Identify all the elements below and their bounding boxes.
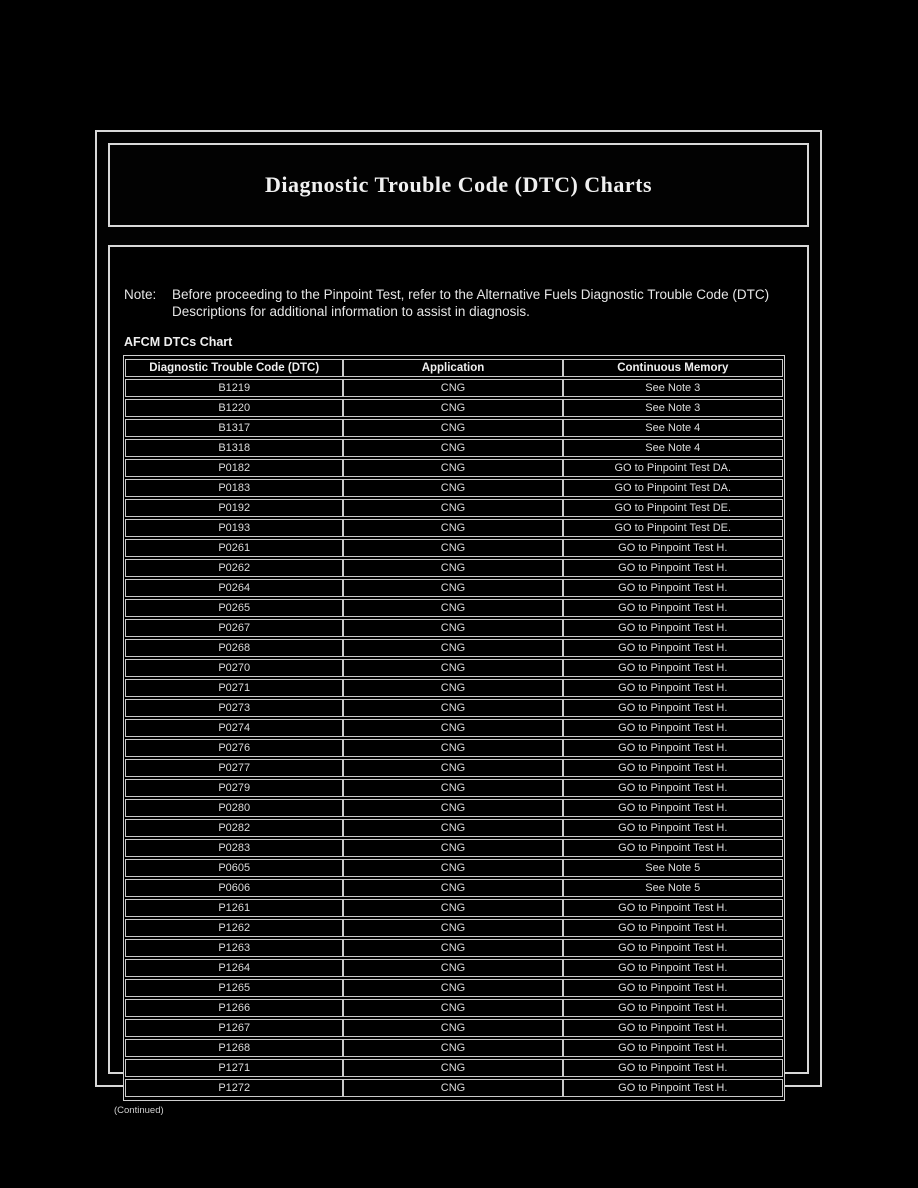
continuous-memory-cell: GO to Pinpoint Test DA. [563,479,783,497]
table-row [125,1079,783,1097]
table-row [125,439,783,457]
table-row [125,1039,783,1057]
application-cell: CNG [343,539,562,557]
application-cell: CNG [343,579,562,597]
dtc-code-cell: P0274 [125,719,343,737]
application-cell: CNG [343,979,562,997]
application-cell: CNG [343,879,562,897]
application-cell: CNG [343,759,562,777]
table-row [125,859,783,877]
application-cell: CNG [343,839,562,857]
table-row [125,599,783,617]
dtc-code-cell: P1263 [125,939,343,957]
application-cell: CNG [343,1019,562,1037]
continuous-memory-cell: GO to Pinpoint Test DE. [563,499,783,517]
dtc-code-cell: P0270 [125,659,343,677]
application-cell: CNG [343,379,562,397]
title-box [108,143,809,227]
dtc-table [125,357,783,1099]
table-row [125,419,783,437]
continuous-memory-cell: GO to Pinpoint Test H. [563,919,783,937]
dtc-code-cell: P0605 [125,859,343,877]
dtc-code-cell: P0606 [125,879,343,897]
continuous-memory-cell: See Note 3 [563,399,783,417]
dtc-code-cell: P0268 [125,639,343,657]
note-text: Before proceeding to the Pinpoint Test, refer to the Alternative Fuels Diagnostic Trouble Code (DTC) Descriptions for additional information to assist in diagnosis. [172,287,770,319]
application-cell: CNG [343,899,562,917]
application-cell: CNG [343,439,562,457]
application-cell: CNG [343,779,562,797]
continuous-memory-cell: GO to Pinpoint Test H. [563,739,783,757]
continuous-memory-cell: GO to Pinpoint Test H. [563,939,783,957]
dtc-code-cell: P1272 [125,1079,343,1097]
application-cell: CNG [343,1079,562,1097]
dtc-code-cell: P0261 [125,539,343,557]
table-row [125,639,783,657]
table-row [125,959,783,977]
dtc-code-cell: P0273 [125,699,343,717]
continuous-memory-cell: GO to Pinpoint Test H. [563,579,783,597]
application-cell: CNG [343,859,562,877]
table-row [125,799,783,817]
header-dtc-code: Diagnostic Trouble Code (DTC) [125,359,343,377]
continuous-memory-cell: See Note 4 [563,419,783,437]
dtc-code-cell: P1265 [125,979,343,997]
table-row [125,539,783,557]
dtc-code-cell: B1317 [125,419,343,437]
dtc-code-cell: P0271 [125,679,343,697]
dtc-code-cell: P1271 [125,1059,343,1077]
application-cell: CNG [343,1059,562,1077]
continuous-memory-cell: GO to Pinpoint Test H. [563,699,783,717]
table-row [125,819,783,837]
dtc-table-wrap [123,355,785,1101]
continuous-memory-cell: GO to Pinpoint Test H. [563,599,783,617]
dtc-code-cell: P1264 [125,959,343,977]
application-cell: CNG [343,679,562,697]
continuous-memory-cell: GO to Pinpoint Test H. [563,1019,783,1037]
table-row [125,699,783,717]
table-row [125,919,783,937]
chart-heading: AFCM DTCs Chart [124,334,233,349]
continuous-memory-cell: GO to Pinpoint Test H. [563,899,783,917]
dtc-code-cell: P0192 [125,499,343,517]
table-row [125,379,783,397]
application-cell: CNG [343,479,562,497]
dtc-code-cell: P0265 [125,599,343,617]
application-cell: CNG [343,699,562,717]
table-row [125,579,783,597]
table-row [125,979,783,997]
note-label: Note: [124,287,157,302]
table-row [125,739,783,757]
table-row [125,939,783,957]
application-cell: CNG [343,659,562,677]
dtc-code-cell: P0264 [125,579,343,597]
continuous-memory-cell: GO to Pinpoint Test H. [563,1059,783,1077]
continuous-memory-cell: GO to Pinpoint Test H. [563,679,783,697]
application-cell: CNG [343,939,562,957]
application-cell: CNG [343,499,562,517]
table-row [125,999,783,1017]
table-row [125,759,783,777]
table-row [125,879,783,897]
table-row [125,659,783,677]
dtc-code-cell: P1262 [125,919,343,937]
table-row [125,1059,783,1077]
page-title: Diagnostic Trouble Code (DTC) Charts [264,172,653,197]
table-row [125,499,783,517]
continuous-memory-cell: GO to Pinpoint Test H. [563,999,783,1017]
table-row [125,619,783,637]
table-row [125,1019,783,1037]
continuous-memory-cell: GO to Pinpoint Test H. [563,779,783,797]
table-row [125,479,783,497]
application-cell: CNG [343,419,562,437]
dtc-code-cell: P1266 [125,999,343,1017]
continuous-memory-cell: GO to Pinpoint Test H. [563,559,783,577]
continuous-memory-cell: GO to Pinpoint Test H. [563,619,783,637]
continuous-memory-cell: GO to Pinpoint Test H. [563,659,783,677]
application-cell: CNG [343,399,562,417]
dtc-code-cell: P0282 [125,819,343,837]
note [124,287,789,321]
application-cell: CNG [343,559,562,577]
dtc-code-cell: P0183 [125,479,343,497]
continued-label: (Continued) [114,1104,164,1116]
table-row [125,519,783,537]
table-header-row [125,359,783,377]
continuous-memory-cell: GO to Pinpoint Test H. [563,1039,783,1057]
dtc-code-cell: P0280 [125,799,343,817]
application-cell: CNG [343,599,562,617]
dtc-code-cell: P1268 [125,1039,343,1057]
table-row [125,899,783,917]
header-continuous-memory: Continuous Memory [563,359,783,377]
continuous-memory-cell: GO to Pinpoint Test DE. [563,519,783,537]
table-row [125,559,783,577]
continuous-memory-cell: GO to Pinpoint Test DA. [563,459,783,477]
application-cell: CNG [343,959,562,977]
table-row [125,839,783,857]
table-row [125,779,783,797]
continuous-memory-cell: GO to Pinpoint Test H. [563,839,783,857]
header-application: Application [343,359,562,377]
dtc-code-cell: B1318 [125,439,343,457]
continuous-memory-cell: GO to Pinpoint Test H. [563,639,783,657]
dtc-code-cell: P0279 [125,779,343,797]
dtc-code-cell: P0193 [125,519,343,537]
application-cell: CNG [343,999,562,1017]
continuous-memory-cell: GO to Pinpoint Test H. [563,799,783,817]
dtc-code-cell: P1261 [125,899,343,917]
continuous-memory-cell: GO to Pinpoint Test H. [563,959,783,977]
continuous-memory-cell: See Note 5 [563,879,783,897]
dtc-code-cell: P0276 [125,739,343,757]
dtc-code-cell: P0262 [125,559,343,577]
continuous-memory-cell: See Note 3 [563,379,783,397]
continuous-memory-cell: See Note 4 [563,439,783,457]
dtc-code-cell: P0267 [125,619,343,637]
dtc-code-cell: B1220 [125,399,343,417]
table-row [125,679,783,697]
dtc-code-cell: B1219 [125,379,343,397]
application-cell: CNG [343,799,562,817]
application-cell: CNG [343,719,562,737]
outer-frame [95,130,822,1116]
table-row [125,459,783,477]
application-cell: CNG [343,519,562,537]
continuous-memory-cell: GO to Pinpoint Test H. [563,819,783,837]
table-row [125,399,783,417]
dtc-code-cell: P0277 [125,759,343,777]
continuous-memory-cell: GO to Pinpoint Test H. [563,1079,783,1097]
application-cell: CNG [343,1039,562,1057]
dtc-code-cell: P1267 [125,1019,343,1037]
continuous-memory-cell: See Note 5 [563,859,783,877]
application-cell: CNG [343,739,562,757]
continuous-memory-cell: GO to Pinpoint Test H. [563,539,783,557]
content-box [108,245,809,1116]
application-cell: CNG [343,459,562,477]
application-cell: CNG [343,919,562,937]
table-row [125,719,783,737]
dtc-table-body [125,379,783,1097]
continuous-memory-cell: GO to Pinpoint Test H. [563,719,783,737]
application-cell: CNG [343,639,562,657]
continuous-memory-cell: GO to Pinpoint Test H. [563,759,783,777]
dtc-code-cell: P0182 [125,459,343,477]
application-cell: CNG [343,819,562,837]
dtc-code-cell: P0283 [125,839,343,857]
continuous-memory-cell: GO to Pinpoint Test H. [563,979,783,997]
application-cell: CNG [343,619,562,637]
